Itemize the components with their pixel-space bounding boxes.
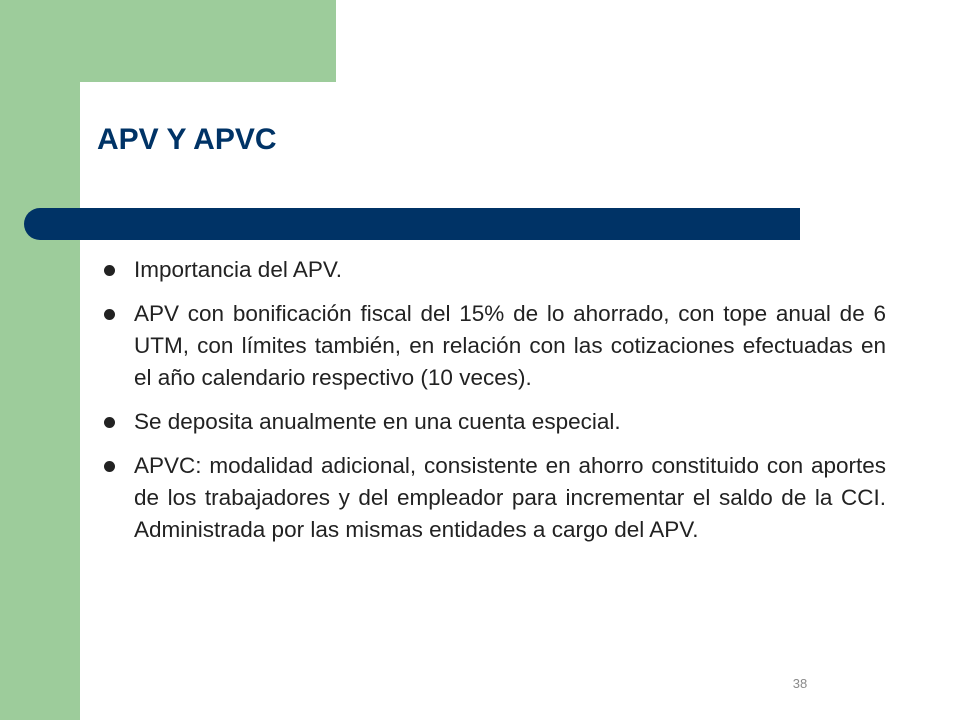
- bullet-dot-icon: [104, 265, 115, 276]
- bullet-item: [104, 298, 886, 394]
- bullet-item: [104, 254, 886, 286]
- bullet-dot-icon: [104, 461, 115, 472]
- slide-title: APV Y APVC: [97, 123, 277, 156]
- bullet-text: Se deposita anualmente en una cuenta especial.: [134, 409, 621, 434]
- bullet-item: [104, 450, 886, 546]
- page-number: 38: [792, 676, 808, 691]
- title-underline-bar: [24, 208, 800, 240]
- bullet-dot-icon: [104, 309, 115, 320]
- bullet-text: APV con bonificación fiscal del 15% de lo ahorrado, con tope anual de 6 UTM, con límites también, en relación con las cotizaciones efectuadas en el año calendario respectivo (10 veces).: [134, 301, 886, 390]
- bullet-item: [104, 406, 886, 438]
- green-side-band: [0, 0, 80, 720]
- bullet-text: APVC: modalidad adicional, consistente en ahorro constituido con aportes de los trabajadores y del empleador para incrementar el saldo de la CCI. Administrada por las mismas entidades a cargo del APV.: [134, 453, 886, 542]
- bullet-text: Importancia del APV.: [134, 257, 343, 282]
- bullet-dot-icon: [104, 417, 115, 428]
- bullet-list: [104, 254, 886, 558]
